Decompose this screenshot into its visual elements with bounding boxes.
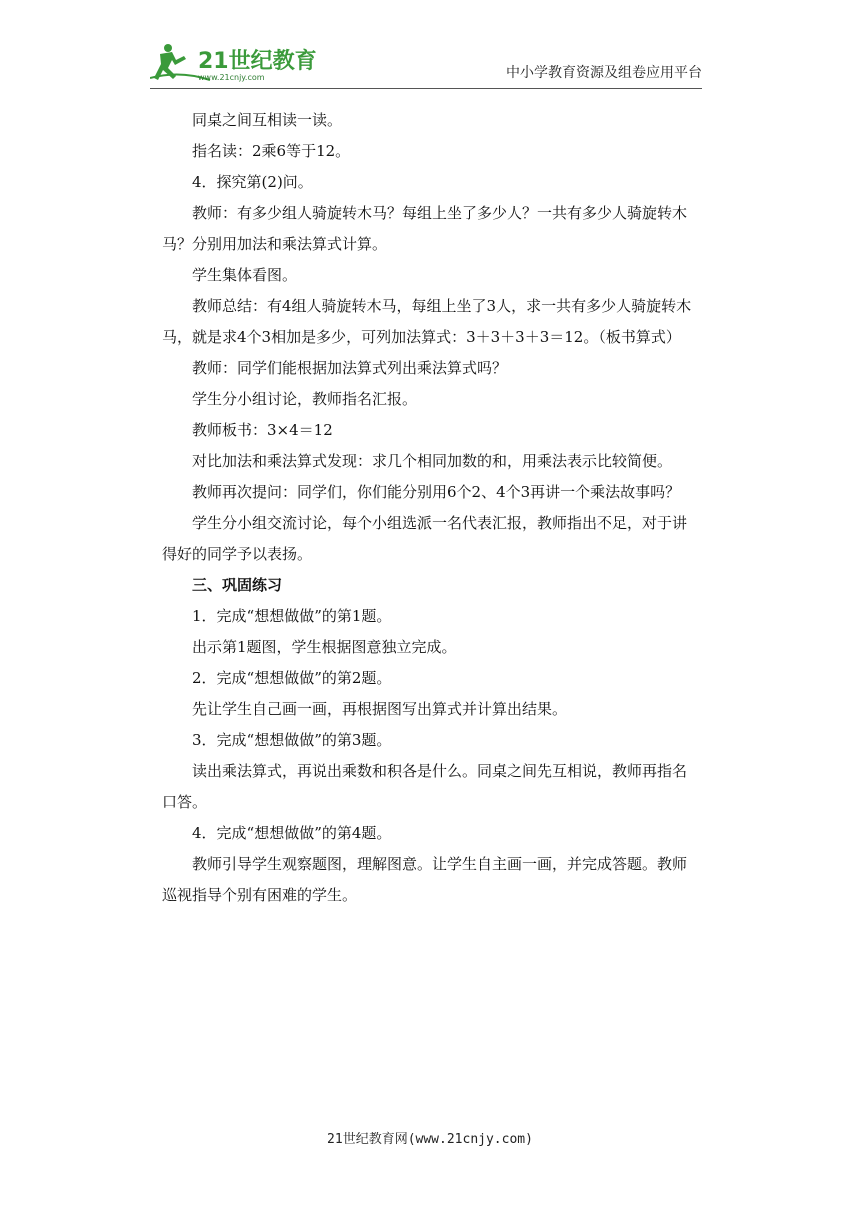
site-logo — [150, 40, 320, 84]
paragraph: 3．完成“想想做做”的第3题。 — [192, 731, 392, 749]
paragraph: 学生分小组讨论，教师指名汇报。 — [192, 390, 418, 408]
header-divider — [150, 88, 702, 89]
page-footer: 21世纪教育网(www.21cnjy.com) — [327, 1132, 533, 1147]
paragraph: 教师：有多少组人骑旋转木马？每组上坐了多少人？一共有多少人骑旋转木马？分别用加法和乘法算式计算。 — [162, 204, 688, 253]
page-header — [150, 40, 702, 88]
paragraph: 先让学生自己画一画，再根据图写出算式并计算出结果。 — [192, 700, 568, 718]
paragraph: 读出乘法算式，再说出乘数和积各是什么。同桌之间先互相说，教师再指名口答。 — [162, 762, 688, 811]
paragraph: 学生分小组交流讨论，每个小组选派一名代表汇报，教师指出不足，对于讲得好的同学予以表扬。 — [162, 514, 688, 563]
paragraph: 对比加法和乘法算式发现：求几个相同加数的和，用乘法表示比较简便。 — [192, 452, 673, 470]
logo-url: www.21cnjy.com — [198, 73, 265, 82]
paragraph: 教师引导学生观察题图，理解图意。让学生自主画一画，并完成答题。教师巡视指导个别有困难的学生。 — [162, 855, 688, 904]
paragraph: 同桌之间互相读一读。 — [192, 111, 343, 129]
paragraph: 4．探究第(2)问。 — [192, 173, 313, 191]
paragraph: 指名读：2乘6等于12。 — [192, 142, 351, 160]
paragraph: 教师总结：有4组人骑旋转木马，每组上坐了3人，求一共有多少人骑旋转木马，就是求4个3相加是多少，可列加法算式：3＋3＋3＋3＝12。（板书算式） — [162, 297, 692, 346]
header-title: 中小学教育资源及组卷应用平台 — [506, 65, 702, 81]
paragraph: 2．完成“想想做做”的第2题。 — [192, 669, 392, 687]
paragraph: 教师板书：3×4＝12 — [192, 421, 333, 439]
logo-text: 21世纪教育 — [198, 49, 317, 74]
paragraph: 1．完成“想想做做”的第1题。 — [192, 607, 392, 625]
section-heading: 三、巩固练习 — [192, 576, 283, 594]
paragraph: 学生集体看图。 — [192, 266, 298, 284]
paragraph: 出示第1题图，学生根据图意独立完成。 — [192, 638, 457, 656]
paragraph: 教师：同学们能根据加法算式列出乘法算式吗？ — [192, 359, 508, 377]
paragraph: 教师再次提问：同学们，你们能分别用6个2、4个3再讲一个乘法故事吗？ — [192, 483, 681, 501]
paragraph: 4．完成“想想做做”的第4题。 — [192, 824, 392, 842]
document-body — [162, 105, 700, 911]
